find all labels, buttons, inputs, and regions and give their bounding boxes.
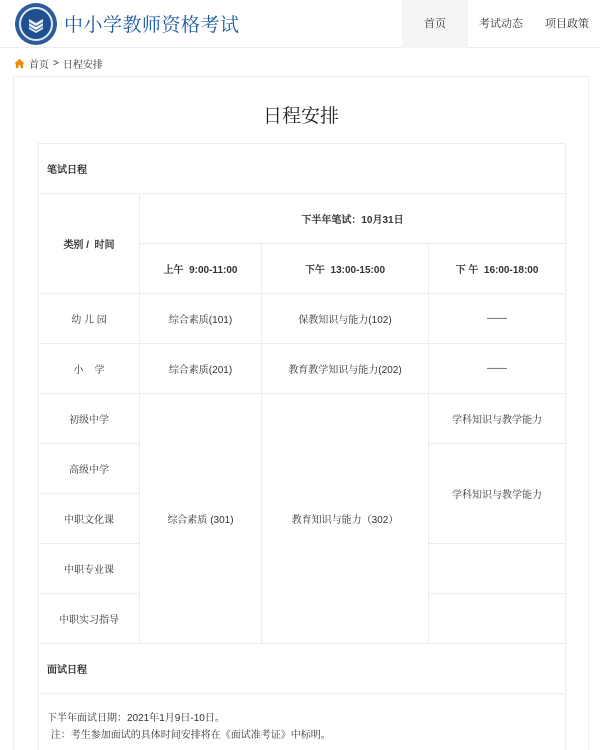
breadcrumb-home-link[interactable]: 首页 <box>29 60 49 71</box>
home-icon <box>14 58 25 69</box>
site-header <box>0 0 600 48</box>
table-row <box>39 394 566 444</box>
category-cell: 幼 儿 园 <box>39 294 140 344</box>
time-slot-afternoon-1: 下午 13:00-15:00 <box>262 244 429 294</box>
category-cell: 高级中学 <box>39 444 140 494</box>
category-cell: 中职专业课 <box>39 544 140 594</box>
subject-cell: —— <box>429 344 566 394</box>
interview-section-title: 面试日程 <box>39 644 566 694</box>
written-exam-section-title: 笔试日程 <box>39 144 566 194</box>
category-cell: 中职文化课 <box>39 494 140 544</box>
logo-emblem-icon <box>19 7 53 41</box>
schedule-table <box>38 143 566 750</box>
table-row <box>39 144 566 194</box>
interview-date-text: 下半年面试日期：2021年1月9日-10日。 <box>47 713 225 724</box>
merged-subject-knowledge-cell: 学科知识与教学能力 <box>429 444 566 544</box>
category-cell: 中职实习指导 <box>39 594 140 644</box>
content-card <box>13 76 589 750</box>
subject-cell-empty <box>429 544 566 594</box>
table-row <box>39 344 566 394</box>
table-row <box>39 194 566 244</box>
table-row <box>39 644 566 694</box>
nav-item-policy[interactable]: 项目政策 <box>545 18 589 30</box>
time-slot-afternoon-2: 下 午 16:00-18:00 <box>429 244 566 294</box>
nav-item-exam-news[interactable]: 考试动态 <box>479 18 523 30</box>
breadcrumb-current: 日程安排 <box>62 60 103 71</box>
subject-cell: 综合素质(101) <box>140 294 262 344</box>
breadcrumb <box>14 56 103 71</box>
nav-item-home[interactable]: 首页 <box>402 0 468 48</box>
subject-cell: 保教知识与能力(102) <box>262 294 429 344</box>
subject-cell-empty <box>429 594 566 644</box>
site-title[interactable]: 中小学教师资格考试 <box>64 15 240 36</box>
merged-morning-subject-cell: 综合素质 (301) <box>140 394 262 644</box>
time-slot-morning: 上午 9:00-11:00 <box>140 244 262 294</box>
category-cell: 小 学 <box>39 344 140 394</box>
subject-cell: 学科知识与教学能力 <box>429 394 566 444</box>
subject-cell: 综合素质(201) <box>140 344 262 394</box>
interview-info-cell <box>39 694 566 750</box>
breadcrumb-separator: > <box>53 58 59 69</box>
subject-cell: 教育教学知识与能力(202) <box>262 344 429 394</box>
table-row <box>39 294 566 344</box>
interview-note-text: 注：考生参加面试的具体时间安排将在《面试准考证》中标明。 <box>48 730 331 741</box>
table-row <box>39 694 566 750</box>
main-nav <box>402 0 600 48</box>
page-title: 日程安排 <box>262 106 339 127</box>
subject-cell: —— <box>429 294 566 344</box>
category-cell: 初级中学 <box>39 394 140 444</box>
merged-afternoon-subject-cell: 教育知识与能力（302） <box>262 394 429 644</box>
exam-date-header: 下半年笔试：10月31日 <box>140 194 566 244</box>
site-logo-icon[interactable] <box>15 3 57 45</box>
row-header-cell: 类别 / 时间 <box>39 194 140 294</box>
